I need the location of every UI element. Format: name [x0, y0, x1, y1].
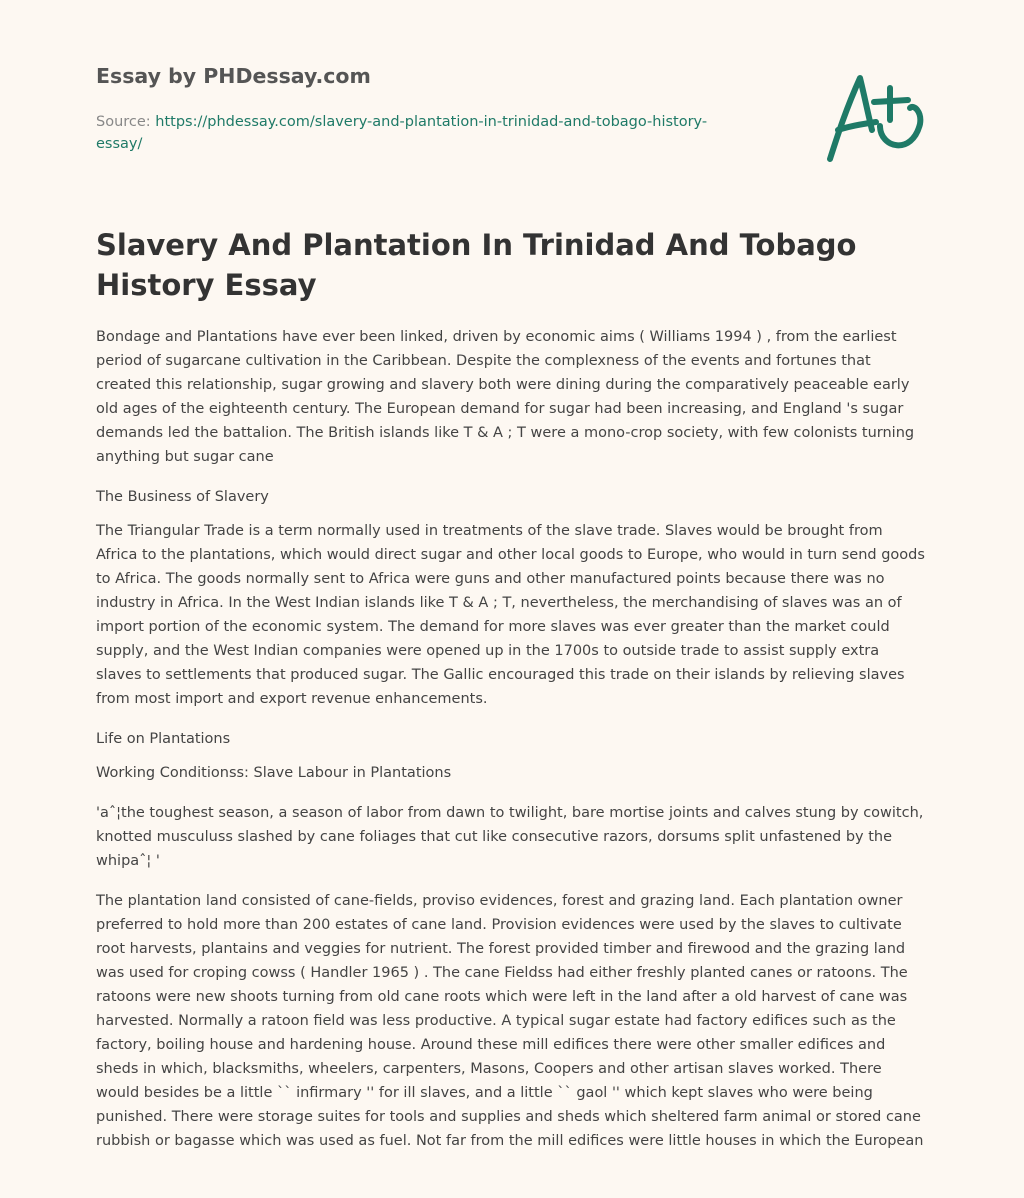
article-title: Slavery And Plantation In Trinidad And Tobago History Essay	[96, 228, 857, 302]
a-plus-logo-icon	[816, 64, 936, 174]
source-link[interactable]: https://phdessay.com/slavery-and-plantation-in-trinidad-and-tobago-history-essay/	[96, 114, 708, 152]
section-heading-business-of-slavery: The Business of Slavery	[96, 489, 269, 505]
section-heading-life-on-plantations: Life on Plantations	[96, 731, 231, 747]
paragraph-plantation-land: The plantation land consisted of cane-fields, proviso evidences, forest and grazing land. Each plantation owner preferred to hold more than 200 estates of cane land. Provision evidences were used by the slaves to cultivate root harvests, plantains and veggies for nutrient. The forest provided timber and firewood and the grazing land was used for croping cowss ( Handler 1965 ) . The cane Fieldss had either freshly planted canes or ratoons. The ratoons were new shoots turning from old cane roots which were left in the land after a old harvest of cane was harvested. Normally a ratoon field was less productive. A typical sugar estate had factory edifices such as the factory, boiling house and hardening house. Around these mill edifices there were other smaller edifices and sheds in which, blacksmiths, wheelers, carpenters, Masons, Coopers and other artisan slaves worked. There would besides be a little `` infirmary '' for ill slaves, and a little `` gaol '' which kept slaves who were being punished. There were storage suites for tools and supplies and sheds which sheltered farm animal or stored cane rubbish or bagasse which was used as fuel. Not far from the mill edifices were little houses in which the European	[96, 893, 924, 1149]
block-quote: 'aˆ¦the toughest season, a season of labor from dawn to twilight, bare mortise joints and calves stung by cowitch, knotted musculuss slashed by cane foliages that cut like consecutive razors, dorsums split unfastened by the whipaˆ¦ '	[96, 805, 924, 869]
a-plus-logo	[816, 64, 936, 174]
source-label: Source:	[96, 114, 156, 130]
source-line	[96, 111, 736, 155]
site-title: Essay by PHDessay.com	[96, 64, 371, 88]
article-body	[96, 325, 928, 1169]
section-heading-working-conditions: Working Conditionss: Slave Labour in Plantations	[96, 765, 452, 781]
paragraph-triangular-trade: The Triangular Trade is a term normally used in treatments of the slave trade. Slaves would be brought from Africa to the plantations, which would direct sugar and other local goods to Europe, who would in turn send goods to Africa. The goods normally sent to Africa were guns and other manufactured points because there was no industry in Africa. In the West Indian islands like T & A ; T, nevertheless, the merchandising of slaves was an of import portion of the economic system. The demand for more slaves was ever greater than the market could supply, and the West Indian companies were opened up in the 1700s to outside trade to assist supply extra slaves to settlements that produced sugar. The Gallic encouraged this trade on their islands by relieving slaves from most import and export revenue enhancements.	[96, 523, 925, 707]
paragraph-intro: Bondage and Plantations have ever been linked, driven by economic aims ( Williams 1994 ) , from the earliest period of sugarcane cultivation in the Caribbean. Despite the complexness of the events and fortunes that created this relationship, sugar growing and slavery both were dining during the comparatively peaceable early old ages of the eighteenth century. The European demand for sugar had been increasing, and England 's sugar demands led the battalion. The British islands like T & A ; T were a mono-crop society, with few colonists turning anything but sugar cane	[96, 329, 915, 465]
